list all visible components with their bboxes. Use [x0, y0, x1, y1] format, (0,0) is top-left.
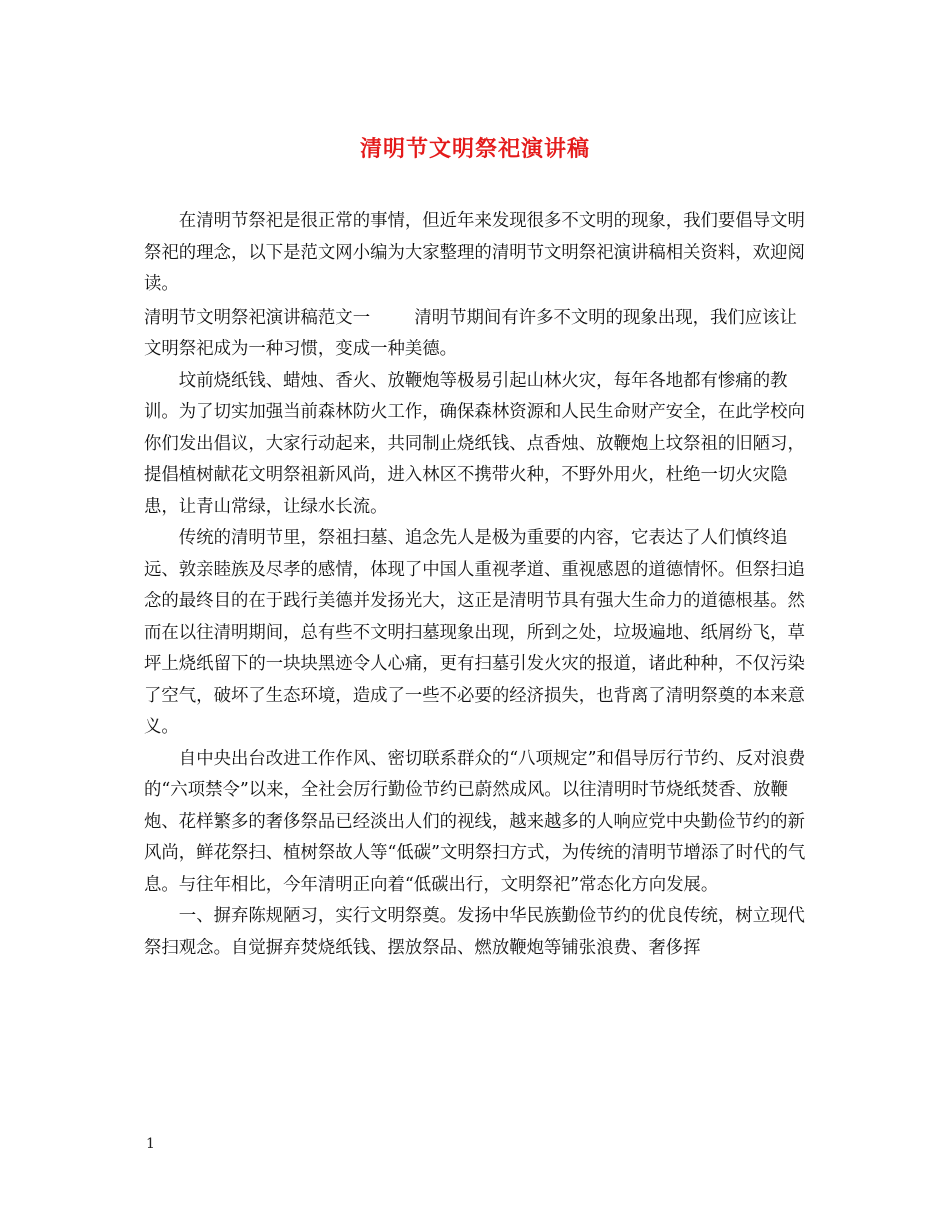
body-paragraph-1: 坟前烧纸钱、蜡烛、香火、放鞭炮等极易引起山林火灾，每年各地都有惨痛的教训。为了切实加强当前森林防火工作，确保森林资源和人民生命财产安全，在此学校向你们发出倡议，大家行动起来，共同制止烧纸钱、点香烛、放鞭炮上坟祭祖的旧陋习，提倡植树献花文明祭祖新风尚，进入林区不携带火种，不野外用火，杜绝一切火灾隐患，让青山常绿，让绿水长流。	[144, 370, 805, 517]
body-paragraph-4: 一、摒弃陈规陋习，实行文明祭奠。发扬中华民族勤俭节约的优良传统，树立现代祭扫观念。自觉摒弃焚烧纸钱、摆放祭品、燃放鞭炮等铺张浪费、奢侈挥	[144, 906, 805, 958]
document-body	[144, 206, 808, 964]
body-paragraph-3: 自中央出台改进工作作风、密切联系群众的“八项规定”和倡导厉行节约、反对浪费的“六项禁令”以来，全社会厉行勤俭节约已蔚然成风。以往清明时节烧纸焚香、放鞭炮、花样繁多的奢侈祭品已经淡出人们的视线，越来越多的人响应党中央勤俭节约的新风尚，鲜花祭扫、植树祭故人等“低碳”文明祭扫方式，为传统的清明节增添了时代的气息。与往年相比，今年清明正向着“低碳出行，文明祭祀”常态化方向发展。	[144, 748, 806, 895]
body-paragraph-2: 传统的清明节里，祭祖扫墓、追念先人是极为重要的内容，它表达了人们慎终追远、敦亲睦族及尽孝的感情，体现了中国人重视孝道、重视感恩的道德情怀。但祭扫追念的最终目的在于践行美德并发扬光大，这正是清明节具有强大生命力的道德根基。然而在以往清明期间，总有些不文明扫墓现象出现，所到之处，垃圾遍地、纸屑纷飞，草坪上烧纸留下的一块块黑迹令人心痛，更有扫墓引发火灾的报道，诸此种种，不仅污染了空气，破坏了生态环境，造成了一些不必要的经济损失，也背离了清明祭奠的本来意义。	[144, 528, 805, 737]
subheading-text: 清明节期间有许多不文明的现象出现，我们应该让文明祭祀成为一种习惯，变成一种美德。	[144, 307, 797, 359]
intro-paragraph: 在清明节祭祀是很正常的事情，但近年来发现很多不文明的现象，我们要倡导文明祭祀的理念，以下是范文网小编为大家整理的清明节文明祭祀演讲稿相关资料，欢迎阅读。	[144, 211, 805, 294]
subheading-title: 清明节文明祭祀演讲稿范文一	[144, 307, 371, 328]
document-title: 清明节文明祭祀演讲稿	[359, 136, 590, 162]
subheading-line	[144, 303, 808, 366]
page-number: 1	[146, 1136, 155, 1152]
subheading-gap	[370, 308, 414, 328]
